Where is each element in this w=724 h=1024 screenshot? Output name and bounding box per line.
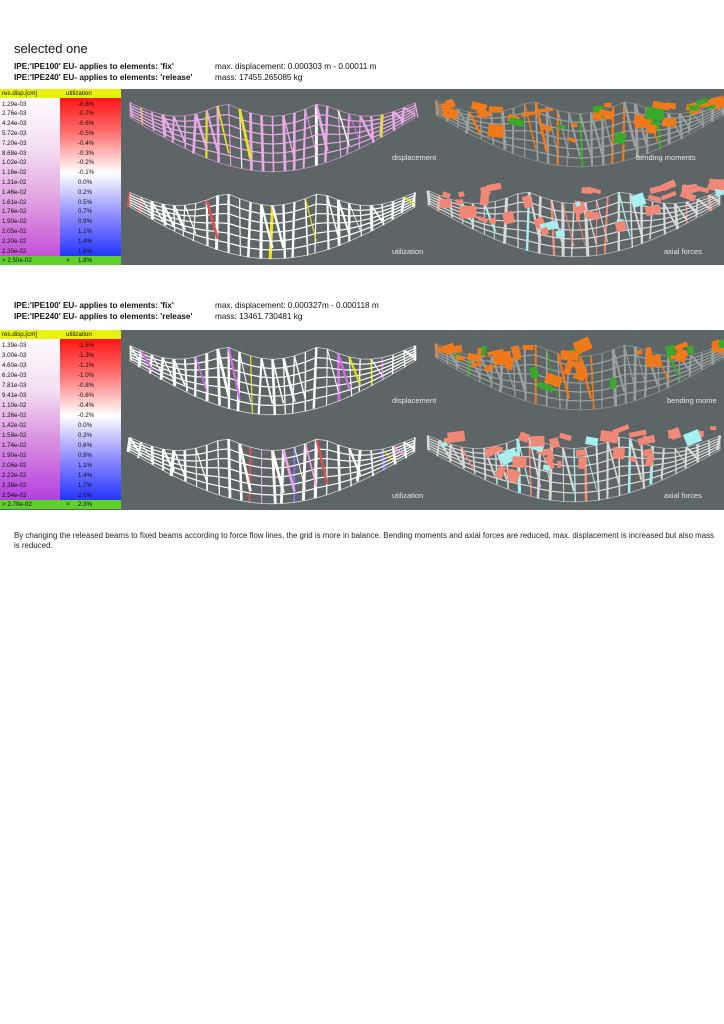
legend-disp-value: 6.20e-03: [2, 371, 27, 379]
legend-disp-value: 1.76e-02: [2, 208, 27, 216]
label-bending-moments: bending mome: [667, 396, 717, 405]
legend-util-value: -0.8%: [78, 100, 95, 108]
label-utilization: utilization: [392, 491, 424, 500]
legend-header-util: utilization: [66, 331, 92, 338]
spec-fix: IPE:'IPE100' EU- applies to elements: 'fix': [14, 62, 174, 71]
legend-overflow-row: [0, 500, 121, 509]
legend-util-value: 0.6%: [78, 441, 93, 449]
legend-util-value: -0.6%: [78, 120, 95, 128]
legend-disp-value: 1.26e-02: [2, 411, 27, 419]
legend-header-disp: res.disp.[cm]: [2, 331, 38, 338]
label-displacement: displacement: [392, 153, 437, 162]
legend-util-value: 0.9%: [78, 218, 93, 226]
legend-disp-value: 2.22e-02: [2, 471, 27, 479]
legend-row: [0, 371, 121, 382]
legend-util-value: -0.4%: [78, 401, 95, 409]
legend-util-value: -1.0%: [78, 371, 95, 379]
legend-row: [0, 401, 121, 412]
section-spec: [14, 301, 192, 322]
legend-util-value: 1.1%: [78, 228, 93, 235]
label-bending-moments: bending moments: [636, 153, 696, 162]
legend-disp-value: 7.20e-03: [2, 139, 27, 147]
max-displacement: max. displacement: 0.000303 m - 0.00011 m: [215, 62, 377, 71]
legend-util-value: -1.1%: [78, 361, 95, 369]
legend-disp-value: 2.38e-02: [2, 481, 27, 489]
legend-row: [0, 471, 121, 482]
legend-util-value: 0.2%: [78, 188, 93, 196]
analysis-panel: [0, 89, 724, 265]
spec-release: IPE:'IPE240' EU- applies to elements: 'release': [14, 311, 193, 321]
legend-overflow-util: 2.3%: [78, 501, 93, 508]
label-axial-forces: axial forces: [664, 247, 702, 256]
legend-util-value: -0.7%: [78, 110, 95, 118]
mass: mass: 13461.730481 kg: [215, 311, 303, 321]
legend-row: [0, 381, 121, 392]
legend-util-value: -0.2%: [78, 159, 95, 167]
label-utilization: utilization: [392, 247, 424, 256]
label-axial-forces: axial forces: [664, 491, 702, 500]
legend-overflow-disp: > 2.50e-02: [2, 257, 32, 264]
legend-util-value: -0.5%: [78, 130, 95, 137]
legend-util-value: -1.3%: [78, 351, 95, 359]
legend-row: [0, 391, 121, 402]
legend-disp-value: 1.10e-02: [2, 401, 27, 409]
spec-fix: IPE:'IPE100' EU- applies to elements: 'fix': [14, 301, 174, 310]
legend-util-value: -0.2%: [78, 411, 95, 419]
legend-disp-value: 1.16e-02: [2, 169, 27, 177]
legend-overflow-disp: > 2.70e-02: [2, 501, 32, 508]
legend-disp-value: 1.29e-03: [2, 100, 27, 108]
legend-row: [0, 441, 121, 452]
legend-overflow-gt: >: [66, 257, 70, 264]
legend-util-value: -0.6%: [78, 391, 95, 399]
legend-disp-value: 1.46e-02: [2, 188, 27, 196]
legend-header-disp: res.disp.[cm]: [2, 90, 38, 97]
legend-util-value: 1.4%: [78, 471, 93, 479]
legend-disp-value: 2.35e-02: [2, 247, 27, 255]
legend-disp-value: 1.42e-02: [2, 421, 27, 429]
legend-util-value: -0.3%: [78, 149, 95, 157]
spec-release: IPE:'IPE240' EU- applies to elements: 'release': [14, 72, 193, 82]
result-summary: [215, 62, 376, 83]
legend-util-value: 0.0%: [78, 421, 93, 429]
legend-row: [0, 451, 121, 462]
legend-util-value: -0.4%: [78, 139, 95, 147]
legend-row: [0, 421, 121, 432]
legend-disp-value: 5.72e-03: [2, 130, 27, 137]
legend-row: [0, 481, 121, 492]
displacement-view: [130, 103, 418, 172]
legend-disp-value: 1.74e-02: [2, 441, 27, 449]
page-title: selected one: [14, 41, 88, 56]
section-spec: [14, 62, 192, 83]
result-summary: [215, 301, 379, 322]
legend-util-value: 0.3%: [78, 431, 93, 439]
legend-util-value: 0.7%: [78, 208, 93, 216]
legend-util-value: 2.0%: [78, 491, 93, 499]
legend-disp-value: 1.39e-03: [2, 341, 27, 349]
structure-visualizations: [124, 89, 724, 265]
legend: [0, 330, 121, 510]
legend-util-value: -1.5%: [78, 341, 95, 349]
utilization-view: [128, 193, 415, 259]
legend-disp-value: 2.05e-02: [2, 228, 27, 235]
legend-disp-value: 4.60e-03: [2, 361, 27, 369]
utilization-view: [128, 438, 415, 504]
legend-util-value: 0.0%: [78, 179, 93, 186]
legend-disp-value: 8.68e-03: [2, 149, 27, 157]
legend-row: [0, 361, 121, 372]
legend-util-value: 0.9%: [78, 451, 93, 459]
legend-disp-value: 2.20e-02: [2, 237, 27, 245]
legend-disp-value: 7.81e-03: [2, 381, 27, 389]
legend-util-value: 0.5%: [78, 198, 93, 206]
legend-disp-value: 1.31e-02: [2, 179, 27, 186]
legend-disp-value: 1.90e-02: [2, 218, 27, 226]
legend-row: [0, 461, 121, 472]
legend-row: [0, 431, 121, 442]
legend-overflow-gt: >: [66, 501, 70, 508]
legend-row: [0, 341, 121, 352]
legend-util-value: 1.6%: [78, 247, 93, 255]
label-displacement: displacement: [392, 396, 437, 405]
legend-util-value: 1.1%: [78, 461, 93, 469]
legend-disp-value: 9.41e-03: [2, 391, 27, 399]
legend-disp-value: 1.90e-02: [2, 451, 27, 459]
legend-disp-value: 1.58e-02: [2, 431, 27, 439]
legend-header-util: utilization: [66, 90, 92, 97]
legend-util-value: 1.4%: [78, 237, 93, 245]
description: By changing the released beams to fixed beams according to force flow lines, the grid is more in balance. Bending moments and axial forces are reduced, max. displacement is increased but also mass is reduced.: [14, 531, 715, 551]
legend-disp-value: 3.00e-03: [2, 351, 27, 359]
legend-util-value: -0.1%: [78, 169, 95, 177]
displacement-view: [130, 346, 415, 415]
legend: [0, 89, 121, 265]
mass: mass: 17455.265085 kg: [215, 72, 303, 82]
legend-row: [0, 411, 121, 422]
legend-disp-value: 1.61e-02: [2, 198, 27, 206]
legend-disp-value: 4.24e-03: [2, 120, 27, 128]
legend-util-value: -0.8%: [78, 381, 95, 389]
legend-overflow-row: [0, 256, 121, 265]
legend-disp-value: 1.02e-02: [2, 159, 27, 167]
legend-row: [0, 351, 121, 362]
legend-util-value: 1.7%: [78, 481, 93, 489]
legend-disp-value: 2.06e-02: [2, 461, 27, 469]
legend-disp-value: 2.54e-02: [2, 491, 27, 499]
legend-disp-value: 2.76e-03: [2, 110, 27, 118]
max-displacement: max. displacement: 0.000327m - 0.000118 m: [215, 301, 379, 310]
legend-overflow-util: 1.8%: [78, 257, 93, 264]
structure-visualizations: [124, 330, 724, 510]
analysis-panel: [0, 330, 724, 510]
